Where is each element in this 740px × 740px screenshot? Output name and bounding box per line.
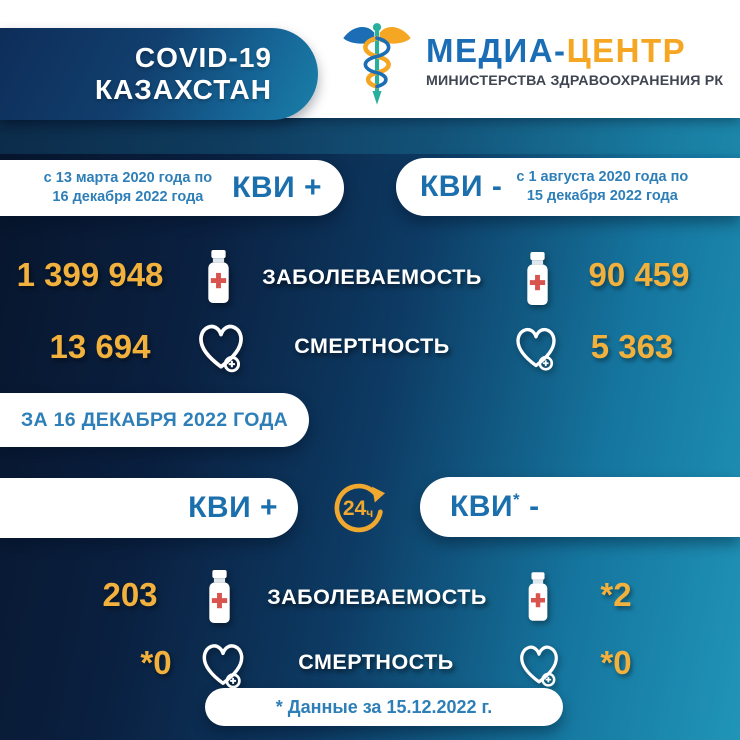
kvi-plus-period-text [44, 169, 212, 207]
covid-title-line1: COVID-19 [134, 41, 272, 73]
cumulative-mortality-minus-value: 5 363 [590, 328, 674, 365]
medicine-bottle-icon [522, 252, 553, 305]
kvi-minus-period-line2: 15 декабря 2022 года [526, 188, 678, 204]
kvi-plus-period-line2: 16 декабря 2022 года [52, 189, 204, 205]
daily-kvi-plus-label: КВИ + [188, 491, 278, 524]
covid-title-badge [0, 28, 318, 120]
heart-plus-icon [510, 320, 562, 374]
logo-subtitle: МИНИСТЕРСТВА ЗДРАВООХРАНЕНИЯ РК [426, 72, 724, 89]
media-center-logo [336, 12, 723, 108]
logo-title-yellow: ЦЕНТР [566, 31, 687, 69]
daily-kvi-minus-word: КВИ [450, 490, 514, 523]
24-hours-unit: ч [366, 506, 374, 520]
daily-mortality-label: СМЕРТНОСТЬ [298, 650, 454, 674]
kvi-minus-period-badge [396, 158, 740, 216]
daily-kvi-minus-dash: - [529, 490, 540, 523]
cumulative-incidence-minus-value: 90 459 [588, 256, 690, 293]
kvi-minus-period-line1: с 1 августа 2020 года по [516, 169, 689, 186]
kvi-plus-period-line1: с 13 марта 2020 года по [43, 170, 213, 187]
daily-kvi-minus-label [450, 490, 540, 524]
cumulative-incidence-label: ЗАБОЛЕВАЕМОСТЬ [262, 265, 482, 289]
cumulative-mortality-plus-value: 13 694 [49, 328, 151, 365]
daily-date-badge: ЗА 16 ДЕКАБРЯ 2022 ГОДА [0, 393, 309, 447]
24-hours-icon [330, 481, 386, 537]
heart-plus-icon [196, 636, 250, 692]
footnote-badge: * Данные за 15.12.2022 г. [205, 688, 563, 726]
24-hours-number: 24 [342, 497, 367, 520]
daily-mortality-minus-value: *0 [600, 644, 632, 681]
logo-title-blue: МЕДИА- [426, 31, 567, 69]
24-hours-text [330, 481, 386, 537]
daily-incidence-label: ЗАБОЛЕВАЕМОСТЬ [267, 585, 487, 609]
medicine-bottle-icon [524, 572, 552, 621]
daily-incidence-plus-value: 203 [102, 576, 158, 613]
daily-kvi-plus-badge [0, 478, 298, 538]
background-band [0, 118, 740, 154]
logo-title [426, 32, 723, 70]
kvi-plus-period-badge [0, 160, 344, 216]
daily-kvi-minus-badge [420, 477, 740, 537]
medicine-bottle-icon [203, 250, 234, 303]
kvi-minus-period-text [516, 168, 688, 206]
cumulative-incidence-plus-value: 1 399 948 [16, 256, 164, 293]
heart-plus-icon [192, 316, 250, 376]
caduceus-icon [336, 12, 418, 108]
cumulative-mortality-label: СМЕРТНОСТЬ [294, 334, 450, 358]
daily-incidence-minus-value: *2 [600, 576, 632, 613]
covid-title-line2: КАЗАХСТАН [95, 74, 272, 105]
kvi-minus-label: КВИ - [420, 170, 503, 203]
daily-mortality-plus-value: *0 [140, 644, 172, 681]
kvi-plus-label: КВИ + [232, 171, 322, 204]
daily-kvi-minus-asterisk: * [513, 490, 521, 509]
medicine-bottle-icon [204, 570, 235, 623]
logo-text-block [426, 32, 723, 89]
heart-plus-icon [514, 638, 564, 690]
